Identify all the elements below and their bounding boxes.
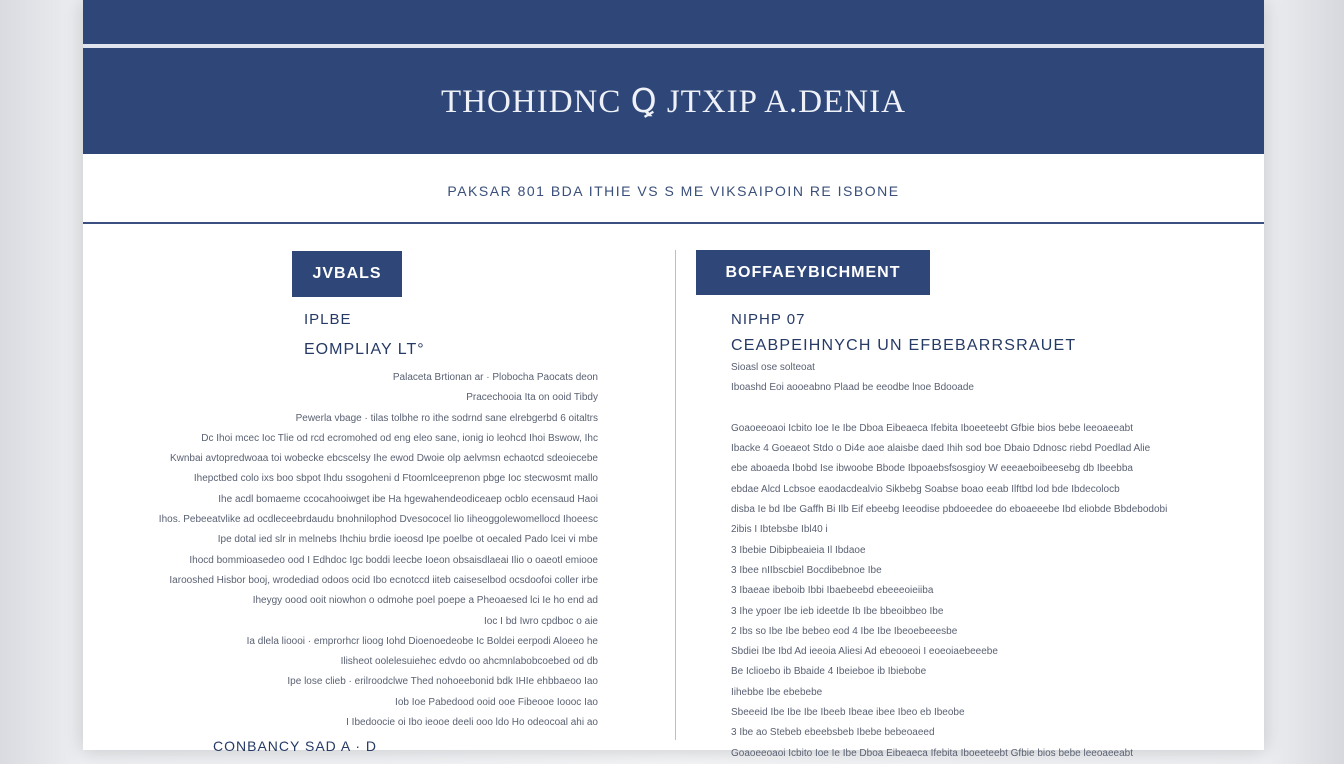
left-heading-1: IPLBE: [304, 311, 352, 328]
left-line: Palaceta Brtionan ar · Plobocha Paocats deon: [392, 372, 598, 383]
right-body-text: [731, 358, 1201, 764]
left-body-text: [83, 368, 598, 733]
right-line: Goaoeeoaoi Icbito Ioe Ie Ibe Dboa Eibeaeca Ifebita Iboeeteebt Gfbie bios bebe leeoaeeabt: [731, 422, 1133, 434]
top-color-band: [83, 0, 1264, 44]
left-line: Pracechooia Ita on ooid Tibdy: [466, 392, 598, 404]
left-line: Ihos. Pebeeatvlike ad ocdleceebrdaudu bnohnilophod Dvesococel lio Iiheoggolewomellocd Ihoeesc: [158, 514, 598, 526]
left-line: Ilisheot oolelesuiehec edvdo oo ahcmnlabobcoebed od db: [340, 656, 598, 668]
left-line: Iarooshed Hisbor booj, wrodediad odoos ocid Ibo ecnotccd iiteb caiseselbod ocsdoofoi coller irbe: [169, 574, 598, 586]
right-line: Iboashd Eoi aooeabno Plaad be eeodbe lnoe Bdooade: [731, 382, 974, 394]
left-line: Iob Ioe Pabedood ooid ooe Fibeooe Ioooc Iao: [395, 696, 598, 708]
left-section-badge: JVBALS: [292, 251, 402, 297]
left-line: Ihe acdl bomaeme ccocahooiwget ibe Ha hgewahendeodiceaep ocblo ecensaud Haoi: [218, 493, 598, 505]
right-line: 3 Ibebie Dibipbeaieia Il Ibdaoe: [731, 544, 866, 556]
right-line: Sbdiei Ibe Ibd Ad ieeoia Aliesi Ad ebeooeoi I eoeoiaebeeebe: [731, 646, 998, 658]
right-line: Iihebbe Ibe ebebebe: [731, 686, 823, 698]
right-line: Sbeeeid Ibe Ibe Ibe Ibeeb Ibeae ibee Ibeo eb Ibeobe: [731, 707, 965, 719]
left-line: Kwnbai avtopredwoaa toi wobecke ebcscelsy Ihe ewod Dwoie olp aelvmsn echaotcd sdeoiecebe: [169, 453, 598, 465]
right-line: 3 Ibaeae ibeboib Ibbi Ibaebeebd ebeeeoieiiba: [731, 585, 934, 597]
left-line: Iheygy oood ooit niowhon o odmohe poel poepe a Pheoaesed lci Ie ho end ad: [252, 595, 598, 607]
left-heading-2: EOMPLIAY LT°: [304, 341, 425, 358]
right-line: Goaoeeoaoi Icbito Ioe Ie Ibe Dboa Eibeaeca Ifebita Iboeeteebt Gfbie bios bebe leeoaeeabt: [731, 747, 1133, 759]
right-heading-2: CEABPEIHNYCH UN EFBEBARRSRAUET: [731, 337, 1077, 354]
right-line: disba Ie bd Ibe Gaffh Bi Ilb Eif ebeebg Ieeodise pbdoeedee do eboaeeebe Ibd eliobde Bbdebodobi: [731, 504, 1168, 516]
right-line: ebdae Alcd Lcbsoe eaodacdealvio Sikbebg Soabse boao eeab Ilftbd lod bde Ibdecolocb: [731, 483, 1120, 495]
right-line: 3 Ibee nIIbscbiel Bocdibebnoe Ibe: [731, 564, 882, 576]
right-line: Ibacke 4 Goeaeot Stdo o Di4e aoe alaisbe daed Ihih sod boe Dbaio Ddnosc riebd Poedlad Alie: [731, 443, 1151, 455]
right-line: Sioasl ose solteoat: [731, 362, 815, 373]
document-title: THOHIDNC Ꝗ JTXIP A.DENIA: [441, 84, 906, 120]
left-line: Dc Ihoi mcec Ioc Tlie od rcd ecromohed od eng eleo sane, ionig io leohcd Ihoi Bswow, Ihc: [201, 432, 598, 444]
title-banner: [83, 48, 1264, 154]
right-line: [731, 399, 1201, 419]
left-line: Ihocd bommioasedeo ood I Edhdoc Igc boddi leecbe Ioeon obsaisdlaeai Ilio o oaeotl emiooe: [189, 554, 598, 566]
right-section-badge: BOFFAEYBICHMENT: [696, 250, 930, 295]
left-line: Ihepctbed colo ixs boo sbpot Ihdu ssogoheni d Ftoomlceeprenon pbge Ioc stecwosmt mallo: [193, 473, 598, 485]
footer-heading-cut: CONBANCY SAD A · D: [213, 738, 378, 754]
right-heading-1: NIPHP 07: [731, 311, 806, 328]
left-line: Ipe dotal ied slr in melnebs Ihchiu brdie ioeosd Ipe poelbe ot oecaled Pado lcei vi mbe: [217, 534, 598, 546]
left-line: Ioc I bd Iwro cpdboc o aie: [484, 615, 598, 627]
document-subtitle: PAKSAR 801 BDA ITHIE VS S ME VIKSAIPOIN RE ISBONE: [447, 183, 900, 199]
left-line: Ipe lose clieb · erilroodclwe Thed nohoeebonid bdk IHIe ehbbaeoo Iao: [287, 676, 598, 688]
right-line: 3 Ibe ao Stebeb ebeebsbeb Ibebe bebeoaeed: [731, 727, 935, 739]
right-line: ebe aboaeda Ibobd Ise ibwoobe Bbode Ibpoaebsfsosgioy W eeeaeboibeesebg db Ibeebba: [731, 463, 1133, 475]
left-line: Pewerla vbage · tilas tolbhe ro ithe sodrnd sane elrebgerbd 6 oitaltrs: [295, 412, 598, 424]
column-divider: [675, 250, 676, 740]
document-page: [83, 0, 1264, 759]
right-line: Be Iclioebo ib Bbaide 4 Ibeieboe ib Ibiebobe: [731, 666, 927, 678]
left-line: Ia dlela lioooi · emprorhcr lioog Iohd Dioenoedeobe Ic Boldei eerpodi Aloeeo he: [246, 635, 598, 647]
header-rule: [83, 222, 1264, 224]
right-line: 2 Ibs so Ibe Ibe bebeo eod 4 Ibe Ibe Ibeoebeeesbe: [731, 625, 958, 637]
left-line: I Ibedoocie oi Ibo ieooe deeli ooo ldo Ho odeocoal ahi ao: [346, 717, 598, 729]
right-line: 3 Ihe ypoer Ibe ieb ideetde Ib Ibe bbeoibbeo Ibe: [731, 605, 944, 617]
right-line: 2ibis I Ibtebsbe Ibl40 i: [731, 524, 828, 536]
